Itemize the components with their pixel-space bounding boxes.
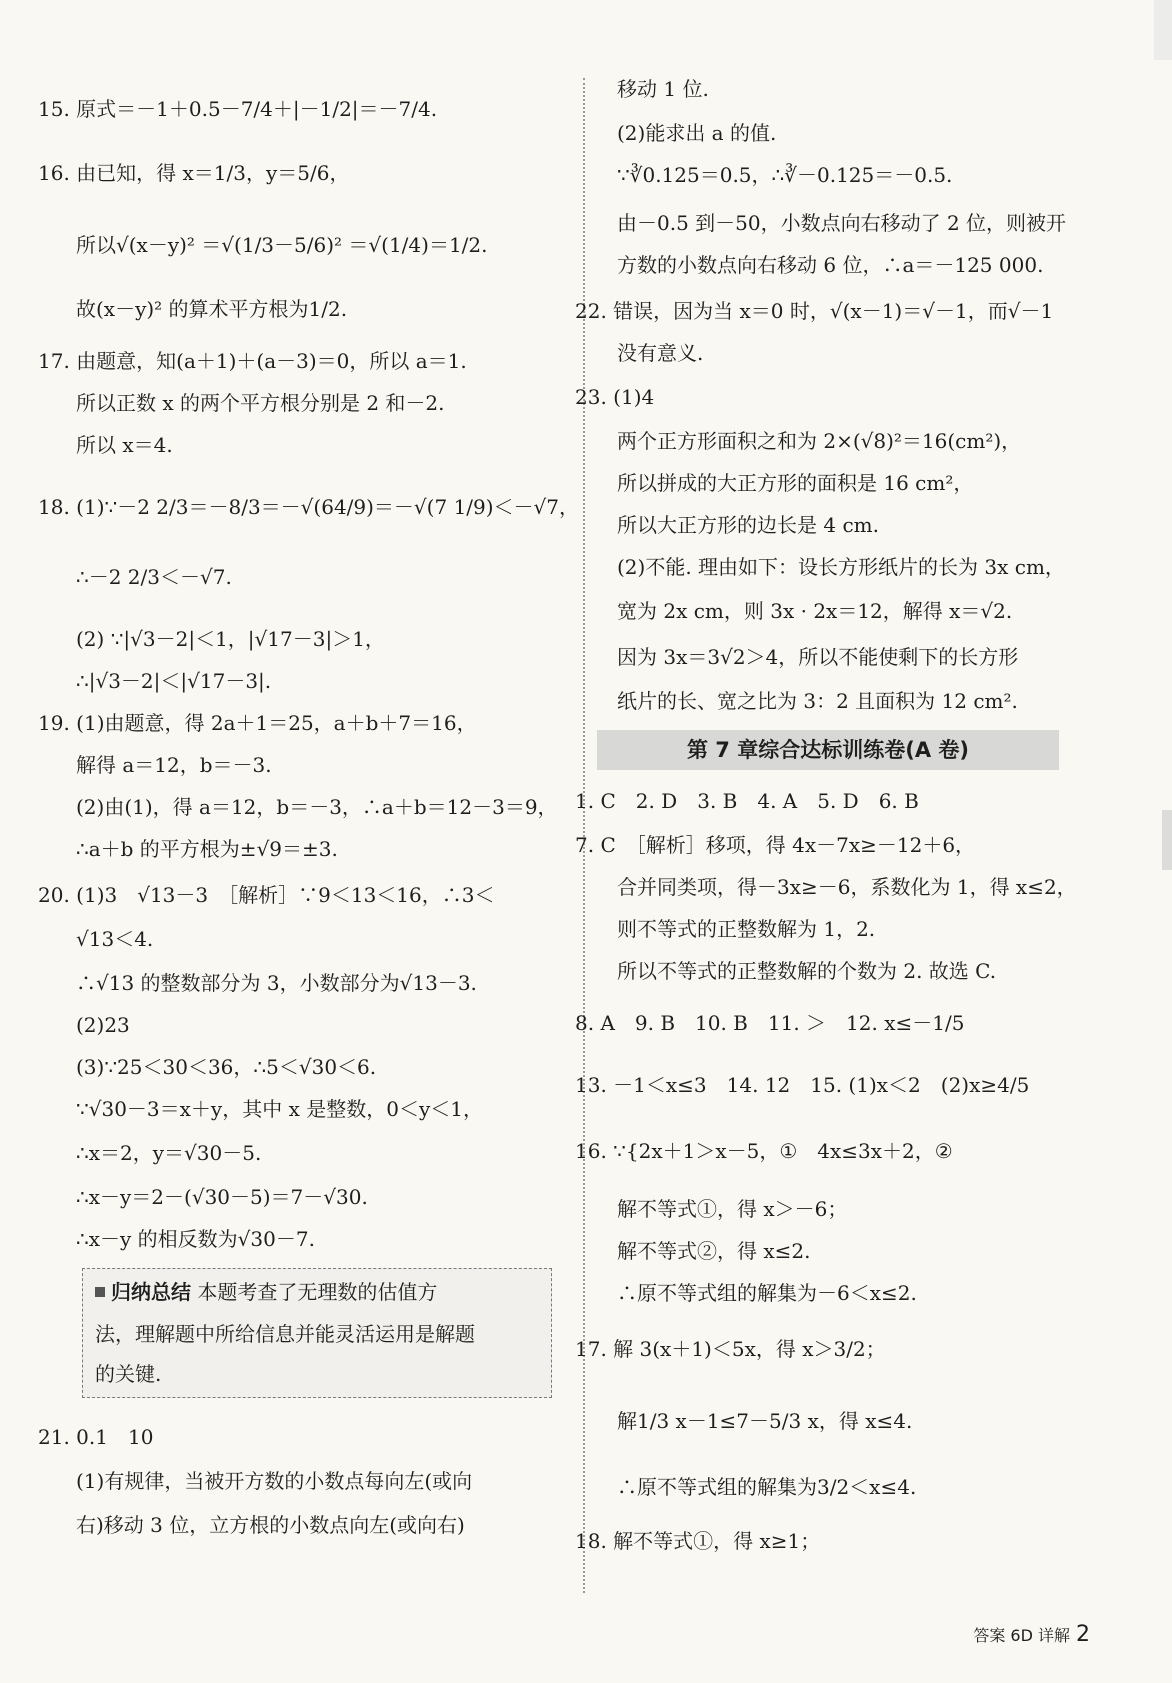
summary-note-text: 本题考查了无理数的估值方 — [197, 1280, 438, 1304]
answer-line: ∵√30－3＝x＋y，其中 x 是整数，0＜y＜1， — [76, 1097, 483, 1121]
answer-line: 1. C 2. D 3. B 4. A 5. D 6. B — [575, 789, 919, 813]
answer-line: 故(x－y)² 的算术平方根为1/2. — [76, 297, 348, 321]
answer-line: 19. (1)由题意，得 2a＋1＝25，a＋b＋7＝16， — [38, 711, 477, 735]
footer-label: 答案 6D 详解 — [973, 1626, 1070, 1645]
answer-line: ∴原不等式组的解集为－6＜x≤2. — [617, 1281, 917, 1305]
answer-line: 移动 1 位. — [617, 77, 709, 101]
answer-line: ∴√13 的整数部分为 3，小数部分为√13－3. — [76, 971, 477, 995]
answer-line: (3)∵25＜30＜36，∴5＜√30＜6. — [76, 1055, 377, 1079]
summary-note-box — [82, 1268, 552, 1398]
answer-line: 没有意义. — [617, 341, 704, 365]
answer-line: 方数的小数点向右移动 6 位，∴a＝－125 000. — [617, 253, 1044, 277]
answer-line: 7. C ［解析］移项，得 4x－7x≥－12＋6， — [575, 833, 976, 857]
answer-line: 所以 x＝4. — [76, 433, 173, 457]
edge-tab-marker — [1162, 810, 1172, 870]
answer-line: 所以不等式的正整数解的个数为 2. 故选 C. — [617, 959, 997, 983]
answer-line: (2) ∵|√3－2|＜1，|√17－3|＞1， — [76, 627, 385, 651]
page-number: 2 — [1076, 1622, 1090, 1647]
square-bullet-icon — [95, 1287, 105, 1297]
answer-line: ∴x－y 的相反数为√30－7. — [76, 1227, 315, 1251]
answer-line: 因为 3x＝3√2＞4，所以不能使剩下的长方形 — [617, 645, 1019, 669]
answer-line: ∵∛0.125＝0.5，∴∛－0.125＝－0.5. — [617, 163, 953, 187]
answer-line: 22. 错误，因为当 x＝0 时，√(x－1)＝√－1，而√－1 — [575, 299, 1054, 323]
answer-line: 16. ∵{2x＋1＞x－5，① 4x≤3x＋2，② — [575, 1139, 953, 1163]
summary-note-text: 法，理解题中所给信息并能灵活运用是解题 — [95, 1322, 475, 1346]
answer-line: (1)有规律，当被开方数的小数点每向左(或向 — [76, 1469, 473, 1493]
answer-line: 解不等式②，得 x≤2. — [617, 1239, 811, 1263]
answer-line: 18. 解不等式①，得 x≥1； — [575, 1529, 821, 1553]
answer-line: 解不等式①，得 x＞－6； — [617, 1197, 848, 1221]
answer-line: 21. 0.1 10 — [38, 1425, 154, 1449]
answer-line: (2)23 — [76, 1013, 130, 1037]
answer-line: 宽为 2x cm，则 3x · 2x＝12，解得 x＝√2. — [617, 599, 1013, 623]
answer-line: 16. 由已知，得 x＝1/3，y＝5/6， — [38, 161, 350, 185]
answer-line: ∴x－y＝2－(√30－5)＝7－√30. — [76, 1185, 368, 1209]
answer-line: 15. 原式＝－1＋0.5－7/4＋|－1/2|＝－7/4. — [38, 97, 438, 121]
answer-line: 17. 由题意，知(a＋1)＋(a－3)＝0，所以 a＝1. — [38, 349, 467, 373]
answer-line: 所以√(x－y)² ＝√(1/3－5/6)² ＝√(1/4)＝1/2. — [76, 233, 488, 257]
answer-line: 13. －1＜x≤3 14. 12 15. (1)x＜2 (2)x≥4/5 — [575, 1073, 1030, 1097]
answer-line: 8. A 9. B 10. B 11. ＞ 12. x≤－1/5 — [575, 1011, 965, 1035]
answer-line: 17. 解 3(x＋1)＜5x，得 x＞3/2； — [575, 1337, 886, 1361]
answer-line: ∴|√3－2|＜|√17－3|. — [76, 669, 272, 693]
answer-line: 合并同类项，得－3x≥－6，系数化为 1，得 x≤2， — [617, 875, 1077, 899]
answer-line: ∴－2 2/3＜－√7. — [76, 565, 232, 589]
summary-note-text: 的关键. — [95, 1362, 162, 1386]
answer-line: ∴原不等式组的解集为3/2＜x≤4. — [617, 1475, 917, 1499]
answer-line: (2)不能. 理由如下：设长方形纸片的长为 3x cm， — [617, 555, 1065, 579]
answer-line: 两个正方形面积之和为 2×(√8)²＝16(cm²)， — [617, 429, 1022, 453]
answer-line: 23. (1)4 — [575, 385, 655, 409]
answer-line: 则不等式的正整数解为 1，2. — [617, 917, 876, 941]
chapter-banner: 第 7 章综合达标训练卷(A 卷) — [597, 730, 1059, 770]
answer-line: ∴x＝2，y＝√30－5. — [76, 1141, 262, 1165]
answer-line: 20. (1)3 √13－3 ［解析］∵9＜13＜16，∴3＜ — [38, 883, 495, 907]
answer-line: 所以大正方形的边长是 4 cm. — [617, 513, 879, 537]
answer-line: 由－0.5 到－50，小数点向右移动了 2 位，则被开 — [617, 211, 1067, 235]
answer-line: 所以拼成的大正方形的面积是 16 cm²， — [617, 471, 974, 495]
answer-line: 右)移动 3 位，立方根的小数点向左(或向右) — [76, 1513, 465, 1537]
edge-tab — [1154, 0, 1172, 60]
answer-line: 18. (1)∵－2 2/3＝－8/3＝－√(64/9)＝－√(7 1/9)＜－√7， — [38, 495, 580, 519]
answer-line: √13＜4. — [76, 927, 154, 951]
answer-line: (2)由(1)，得 a＝12，b＝－3，∴a＋b＝12－3＝9， — [76, 795, 558, 819]
answer-line: 纸片的长、宽之比为 3：2 且面积为 12 cm². — [617, 689, 1018, 713]
answer-line: 所以正数 x 的两个平方根分别是 2 和－2. — [76, 391, 445, 415]
answer-line: 解1/3 x－1≤7－5/3 x，得 x≤4. — [617, 1409, 913, 1433]
page-footer — [973, 1622, 1090, 1647]
summary-note-first-line — [95, 1279, 437, 1306]
summary-note-tag: 归纳总结 — [111, 1282, 191, 1304]
answer-line: 解得 a＝12，b＝－3. — [76, 753, 272, 777]
answer-line: (2)能求出 a 的值. — [617, 121, 777, 145]
answer-line: ∴a＋b 的平方根为±√9＝±3. — [76, 837, 338, 861]
